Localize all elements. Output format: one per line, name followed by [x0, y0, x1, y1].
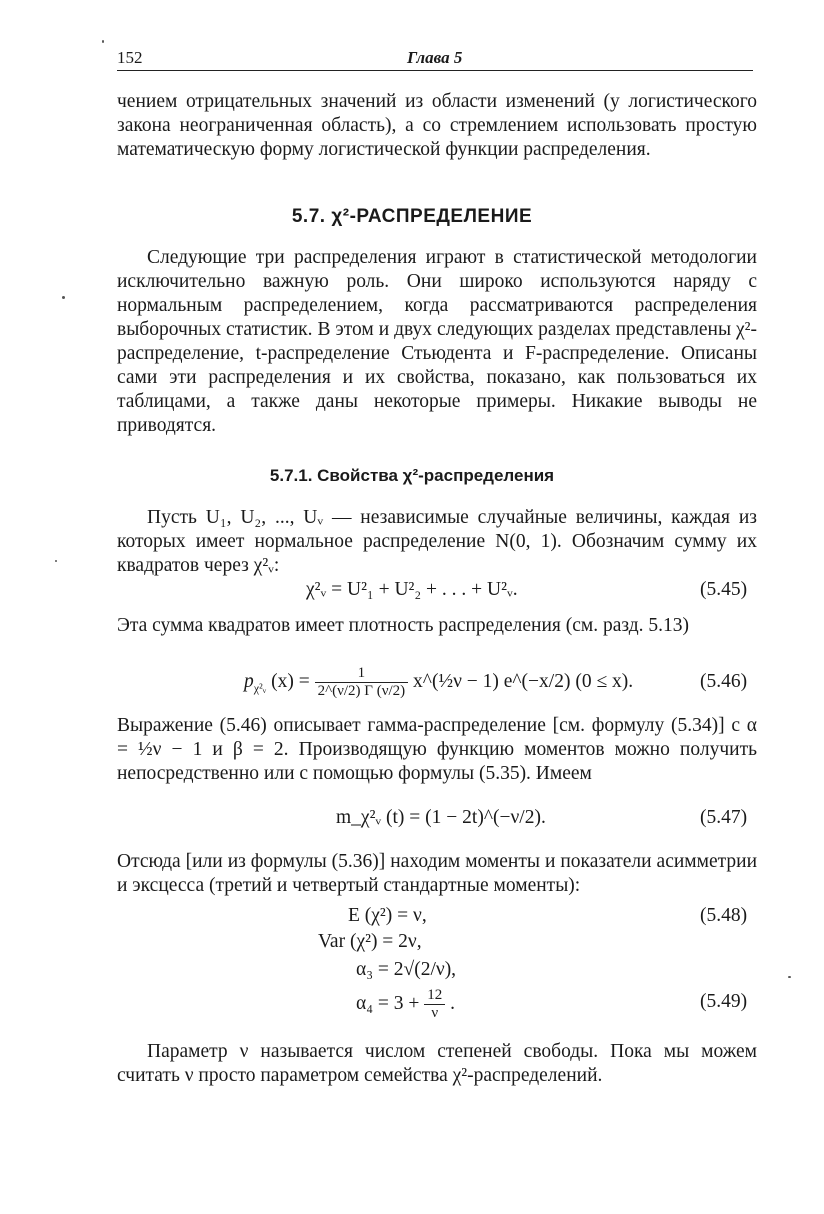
- paragraph-3: Пусть U₁, U₂, ..., Uᵥ — независимые случайные величины, каждая из которых имеет нормальное распределение N(0, 1). Обозначим сумму их квадратов через χ²ᵥ:: [117, 507, 757, 576]
- equation-variance: Var (χ²) = 2ν,: [318, 931, 422, 952]
- section-heading: 5.7. χ²-РАСПРЕДЕЛЕНИЕ: [291, 206, 533, 227]
- density-subscript: χ²ᵥ: [253, 680, 267, 695]
- kurtosis-tail: .: [450, 993, 456, 1014]
- page-number: 152: [117, 48, 143, 67]
- equation-number-5-48: (5.48): [700, 905, 748, 926]
- equation-5-48: E (χ²) = ν,: [348, 905, 427, 926]
- paragraph-5: Выражение (5.46) описывает гамма-распределение [см. формулу (5.34)] с α = ½ν − 1 и β = 2. Производящую функцию моментов можно получить непосредственно или с помощью формулы (5.35). Имеем: [117, 715, 757, 784]
- density-argument: (x) =: [271, 671, 310, 692]
- scan-speck: [102, 40, 104, 43]
- density-fraction: [315, 665, 409, 700]
- equation-5-45: χ²ᵥ = U²₁ + U²₂ + . . . + U²ᵥ.: [306, 579, 518, 600]
- equation-5-47: m_χ²ᵥ (t) = (1 − 2t)^(−ν/2).: [336, 807, 546, 828]
- equation-number-5-49: (5.49): [700, 991, 748, 1012]
- scan-speck: [55, 560, 57, 562]
- scan-speck: [62, 296, 65, 299]
- page-header: [117, 48, 753, 71]
- density-symbol: p: [244, 671, 254, 692]
- kurtosis-numerator: 12: [424, 987, 445, 1005]
- equation-skewness: α₃ = 2√(2/ν),: [356, 959, 457, 980]
- density-rhs: x^(½ν − 1) e^(−x/2) (0 ≤ x).: [413, 671, 634, 692]
- kurtosis-denominator: ν: [431, 1005, 439, 1022]
- paragraph-1: чением отрицательных значений из области изменений (у логистического закона неограниченная область), а со стремлением использовать простую математическую форму логистической функции распределения.: [117, 91, 757, 160]
- paragraph-4: Эта сумма квадратов имеет плотность распределения (см. разд. 5.13): [117, 615, 690, 636]
- equation-5-46: [244, 664, 633, 700]
- chapter-title: Глава 5: [407, 48, 463, 67]
- paragraph-7: Параметр ν называется числом степеней свободы. Пока мы можем считать ν просто параметром семейства χ²-распределений.: [117, 1041, 757, 1086]
- fraction-denominator: 2^(ν/2) Γ (ν/2): [317, 683, 406, 700]
- paragraph-6: Отсюда [или из формулы (5.36)] находим моменты и показатели асимметрии и эксцесса (третий и четвертый стандартные моменты):: [117, 851, 757, 896]
- equation-number-5-47: (5.47): [700, 807, 748, 828]
- subsection-heading: 5.7.1. Свойства χ²-распределения: [269, 466, 555, 485]
- equation-number-5-46: (5.46): [700, 671, 748, 692]
- kurtosis-fraction: [424, 987, 445, 1022]
- scan-speck: [788, 976, 791, 978]
- kurtosis-lhs: α₄ = 3 +: [356, 993, 420, 1014]
- paragraph-2: Следующие три распределения играют в статистической методологии исключительно важную роль. Они широко используются наряду с нормальным распределением, когда рассматриваются распределения выборочных статистик. В этом и двух следующих разделах представлены χ²-распределение, t-распределение Стьюдента и F-распределение. Описаны сами эти распределения и их свойства, показано, как пользоваться их таблицами, а также даны некоторые примеры. Никакие выводы не приводятся.: [117, 247, 757, 436]
- fraction-numerator: 1: [315, 665, 409, 683]
- equation-5-49: [356, 984, 455, 1024]
- equation-number-5-45: (5.45): [700, 579, 748, 600]
